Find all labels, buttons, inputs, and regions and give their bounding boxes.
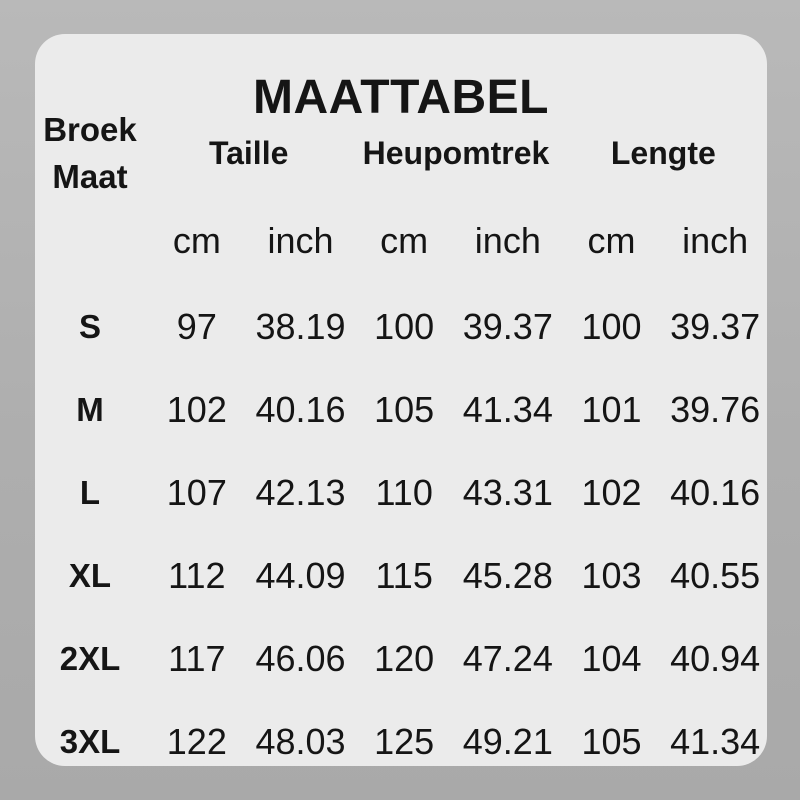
value-cell: 101 [581, 388, 642, 430]
value-cell: 120 [374, 637, 435, 679]
value-cell: 40.55 [670, 554, 761, 596]
unit-label: cm [172, 219, 221, 261]
value-cell: 39.37 [462, 305, 553, 347]
value-cell: 107 [166, 471, 227, 513]
value-cell: 41.34 [462, 388, 553, 430]
value-cell: 102 [166, 388, 227, 430]
value-cell: 112 [168, 554, 226, 596]
size-table [35, 110, 767, 766]
value-cell: 105 [374, 388, 435, 430]
size-label: L [79, 473, 101, 511]
value-cell: 41.34 [670, 720, 761, 762]
value-cell: 40.16 [670, 471, 761, 513]
size-label: 3XL [59, 722, 121, 760]
group-header-heupomtrek: Heupomtrek [362, 134, 550, 171]
size-label: XL [68, 556, 112, 594]
value-cell: 44.09 [255, 554, 346, 596]
unit-label: inch [267, 219, 334, 261]
group-header-lengte: Lengte [610, 134, 716, 171]
value-cell: 103 [581, 554, 642, 596]
chart-title: MAATTABEL [253, 71, 549, 124]
value-cell: 47.24 [462, 637, 553, 679]
value-cell: 122 [166, 720, 227, 762]
value-cell: 110 [375, 471, 433, 513]
corner-line-1: Broek [43, 111, 137, 148]
unit-label: inch [682, 219, 749, 261]
value-cell: 39.37 [670, 305, 761, 347]
value-cell: 42.13 [255, 471, 346, 513]
value-cell: 115 [375, 554, 433, 596]
value-cell: 102 [581, 471, 642, 513]
size-chart-card [35, 34, 767, 766]
value-cell: 105 [581, 720, 642, 762]
value-cell: 49.21 [462, 720, 553, 762]
value-cell: 100 [581, 305, 642, 347]
value-cell: 117 [168, 637, 226, 679]
size-label: M [76, 390, 104, 428]
value-cell: 43.31 [462, 471, 553, 513]
column-header-broek-maat [43, 106, 137, 200]
value-cell: 38.19 [255, 305, 346, 347]
value-cell: 125 [374, 720, 435, 762]
value-cell: 45.28 [462, 554, 553, 596]
value-cell: 100 [374, 305, 435, 347]
size-label: S [78, 307, 101, 345]
value-cell: 97 [176, 305, 217, 347]
group-header-taille: Taille [208, 134, 289, 171]
value-cell: 46.06 [255, 637, 346, 679]
value-cell: 39.76 [670, 388, 761, 430]
value-cell: 48.03 [255, 720, 346, 762]
value-cell: 40.94 [670, 637, 761, 679]
value-cell: 104 [581, 637, 642, 679]
corner-line-2: Maat [52, 158, 128, 195]
unit-label: cm [587, 219, 636, 261]
unit-label: inch [474, 219, 541, 261]
size-label: 2XL [59, 639, 121, 677]
value-cell: 40.16 [255, 388, 346, 430]
unit-label: cm [380, 219, 429, 261]
